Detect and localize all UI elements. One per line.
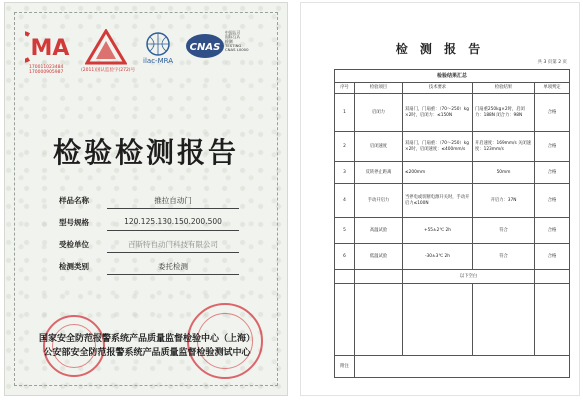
cell-req: 当停电或切断电源开关时，手动开启力≤100N [403,184,473,218]
header-verdict: 单项判定 [535,83,570,94]
field-label: 样品名称 [59,196,89,205]
cell-item: 反转停止距离 [355,162,403,184]
cell-result: 符合 [473,218,535,244]
field-sample-name [59,193,239,209]
report-page [300,2,580,396]
cell-no: 4 [335,184,355,218]
svg-text:CNAS: CNAS [189,42,221,53]
cell-item: 低温试验 [355,244,403,270]
ilac-mra-logo [137,31,179,69]
cell-req: -30±3℃ 2h [403,244,473,270]
cell-req: 双扇门，门扇重：（70～250）kg ×2时，启闭力：≤150N [403,94,473,132]
table-caption: 检验结果汇总 [335,70,570,83]
svg-text:MA: MA [30,36,70,61]
table-row-blank-note [335,270,570,284]
cell-req: 双扇门，门扇重：（70～250）kg ×2时，启闭速度：≤400mm/s [403,132,473,162]
svg-text:ilac-MRA: ilac-MRA [143,57,173,65]
report-title: 检 测 报 告 [395,42,485,56]
header-req: 技术要求 [403,83,473,94]
field-test-type [59,259,239,275]
table-header [335,83,570,94]
cell-result: 50mm [473,162,535,184]
cell-result: 门扇重250kg×2时，启闭力：188N 闭合力：98N [473,94,535,132]
field-underline [107,230,239,231]
cell-result: 开启力：37N [473,184,535,218]
cell-verdict: 合格 [535,132,570,162]
cell-no: 1 [335,94,355,132]
cal-caption: (2011)国认监验字(272)号 [81,68,136,73]
field-model [59,215,239,231]
accreditation-logos [19,29,273,85]
page-number: 共 3 页第 2 页 [537,60,567,65]
table-row [335,162,570,184]
cell-item: 启闭力 [355,94,403,132]
cell-no: 3 [335,162,355,184]
table-row [335,218,570,244]
cell-verdict: 合格 [535,94,570,132]
cma-caption: 170011023484 170000905987 [29,65,64,76]
cell-req: ≤200mm [403,162,473,184]
cell-verdict: 合格 [535,218,570,244]
field-value: 百斯特自动门科技有限公司 [128,240,218,249]
cell-verdict: 合格 [535,184,570,218]
field-value: 120.125.130.150.200.500 [124,217,222,226]
remark-label: 附注 [335,356,355,378]
field-label: 受检单位 [59,240,89,249]
field-value: 委托检测 [158,262,188,271]
field-client [59,237,239,253]
cma-logo [25,29,75,76]
cal-logo [81,29,136,73]
cell-item: 启闭速度 [355,132,403,162]
report-cover [4,2,288,396]
cnas-caption: 中国认可 国际互认 检测 TESTING CNAS L0000 [225,30,249,53]
results-table [334,69,570,378]
table-row [335,244,570,270]
table-caption-row [335,70,570,83]
field-label: 型号规格 [59,218,89,227]
issuer-line-1: 国家安全防范报警系统产品质量监督检验中心（上海） [38,334,255,344]
cover-title: 检验检测报告 [52,136,239,169]
header-item: 检验项目 [355,83,403,94]
blank-note: 以下空白 [403,270,535,284]
cell-verdict: 合格 [535,244,570,270]
field-value: 推拉自动门 [154,196,192,205]
table-row [335,132,570,162]
field-underline [107,274,239,275]
cell-verdict: 合格 [535,162,570,184]
cell-result: 符合 [473,244,535,270]
table-row [335,184,570,218]
field-underline [107,252,239,253]
cell-no: 2 [335,132,355,162]
cell-item: 手动开启力 [355,184,403,218]
field-underline [107,208,239,209]
cell-no: 5 [335,218,355,244]
table-row [335,94,570,132]
cell-req: +55±2℃ 2h [403,218,473,244]
remark-content [355,356,570,378]
cell-no: 6 [335,244,355,270]
table-row-remark [335,356,570,378]
header-result: 检验结果 [473,83,535,94]
header-no: 序号 [335,83,355,94]
cell-result: 开启速度：169mm/s 关闭速度：123mm/s [473,132,535,162]
table-row-empty [335,284,570,356]
cnas-logo [185,30,249,69]
issuer-line-2: 公安部安全防范报警系统产品质量监督检验测试中心 [43,348,251,358]
field-label: 检测类别 [59,262,89,271]
cell-item: 高温试验 [355,218,403,244]
